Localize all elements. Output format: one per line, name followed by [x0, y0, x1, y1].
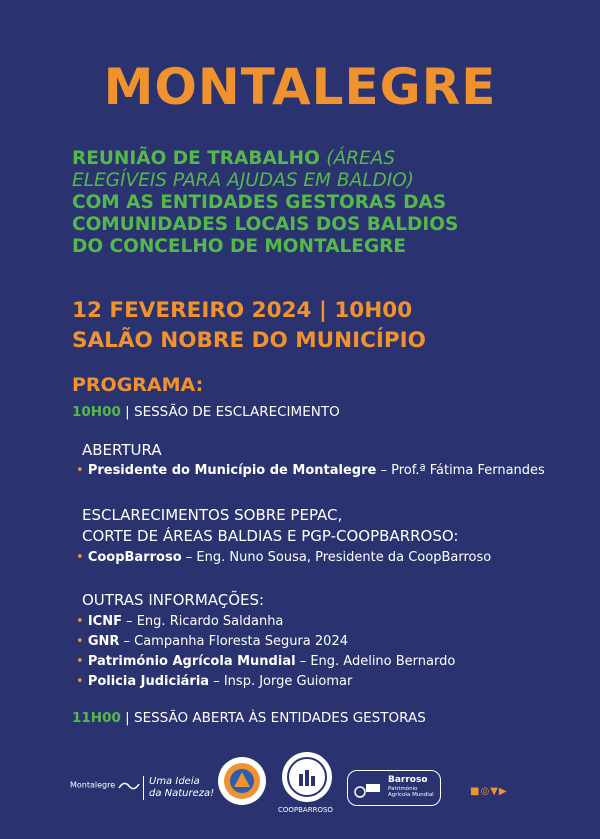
montalegre-logo-text: Montalegre	[70, 780, 116, 790]
program-heading: PROGRAMA:	[72, 374, 204, 396]
subtitle-line1-italic: (ÁREAS	[326, 148, 396, 169]
item-bold: Património Agrícola Mundial	[87, 654, 296, 669]
clarify-heading-line2: CORTE DE ÁREAS BALDIAS E PGP-COOPBARROSO:	[82, 527, 459, 545]
wave-icon	[118, 780, 140, 790]
instagram-icon[interactable]: ◎	[480, 786, 491, 797]
item-rest: – Eng. Ricardo Saldanha	[121, 614, 284, 629]
facebook-icon[interactable]: ■	[470, 786, 481, 797]
subtitle-line1: REUNIÃO DE TRABALHO	[72, 148, 320, 169]
item-rest: – Eng. Adelino Bernardo	[295, 654, 456, 669]
coopbarroso-label: COOPBARROSO	[278, 806, 333, 814]
tagline-line1: Uma Ideia	[149, 776, 200, 787]
event-title: MONTALEGRE	[103, 58, 497, 116]
session-2-time: 11H00	[72, 710, 121, 726]
item-bold: Policia Judiciária	[87, 674, 210, 689]
bullet: •	[76, 634, 84, 649]
subtitle-line5: DO CONCELHO DE MONTALEGRE	[72, 236, 407, 257]
subtitle-line4: COMUNIDADES LOCAIS DOS BALDIOS	[72, 214, 459, 235]
montalegre-logo	[70, 780, 140, 790]
item-bold: ICNF	[87, 614, 122, 629]
list-item	[76, 672, 455, 692]
bullet: •	[76, 674, 84, 689]
list-item	[76, 652, 455, 672]
bullet: •	[76, 614, 84, 629]
barroso-subtitle: Património Agrícola Mundial	[388, 786, 434, 798]
opening-heading: ABERTURA	[82, 441, 162, 459]
item-rest: – Insp. Jorge Guiomar	[209, 674, 353, 689]
tagline-line2: da Natureza!	[149, 788, 215, 799]
item-rest: – Campanha Floresta Segura 2024	[119, 634, 348, 649]
list-item	[76, 632, 455, 652]
bullet: •	[76, 550, 84, 565]
bullet: •	[76, 463, 84, 478]
barroso-heritage-logo	[347, 770, 441, 806]
civil-protection-icon	[222, 761, 262, 801]
session-1-label: | SESSÃO DE ESCLARECIMENTO	[125, 404, 340, 420]
clarify-heading	[82, 505, 458, 547]
coopbarroso-logo	[282, 752, 332, 802]
youtube-icon[interactable]: ▶	[498, 786, 508, 797]
twitter-icon[interactable]: ▼	[490, 786, 499, 797]
other-heading: OUTRAS INFORMAÇÕES:	[82, 591, 265, 609]
tagline	[143, 776, 214, 800]
clarify-list	[76, 548, 491, 568]
subtitle-line3: COM AS ENTIDADES GESTORAS DAS	[72, 192, 447, 213]
barroso-title: Barroso	[388, 775, 428, 785]
social-links	[470, 786, 508, 797]
list-item	[76, 548, 491, 568]
opening-list	[76, 461, 545, 481]
session-1-time: 10H00	[72, 404, 121, 420]
item-bold: CoopBarroso	[87, 550, 182, 565]
subtitle-line2: ELEGÍVEIS PARA AJUDAS EM BALDIO)	[72, 170, 415, 191]
event-subtitle	[72, 148, 572, 258]
list-item	[76, 612, 455, 632]
civil-protection-logo	[218, 757, 266, 805]
footer-logos	[0, 752, 600, 822]
bullet: •	[76, 654, 84, 669]
ox-cart-icon	[352, 776, 384, 800]
item-rest: – Prof.ª Fátima Fernandes	[376, 463, 545, 478]
clarify-heading-line1: ESCLARECIMENTOS SOBRE PEPAC,	[82, 506, 343, 524]
list-item	[76, 461, 545, 481]
item-bold: Presidente do Município de Montalegre	[87, 463, 377, 478]
session-2-label: | SESSÃO ABERTA ÀS ENTIDADES GESTORAS	[125, 710, 426, 726]
date-line: 12 FEVEREIRO 2024 | 10H00	[72, 298, 413, 323]
item-rest: – Eng. Nuno Sousa, Presidente da CoopBarroso	[181, 550, 492, 565]
item-bold: GNR	[87, 634, 120, 649]
session-1	[72, 404, 340, 420]
coopbarroso-icon	[286, 756, 328, 798]
other-list	[76, 612, 455, 692]
venue-line: SALÃO NOBRE DO MUNICÍPIO	[72, 328, 426, 353]
session-2	[72, 710, 426, 726]
event-date-venue	[72, 296, 592, 356]
